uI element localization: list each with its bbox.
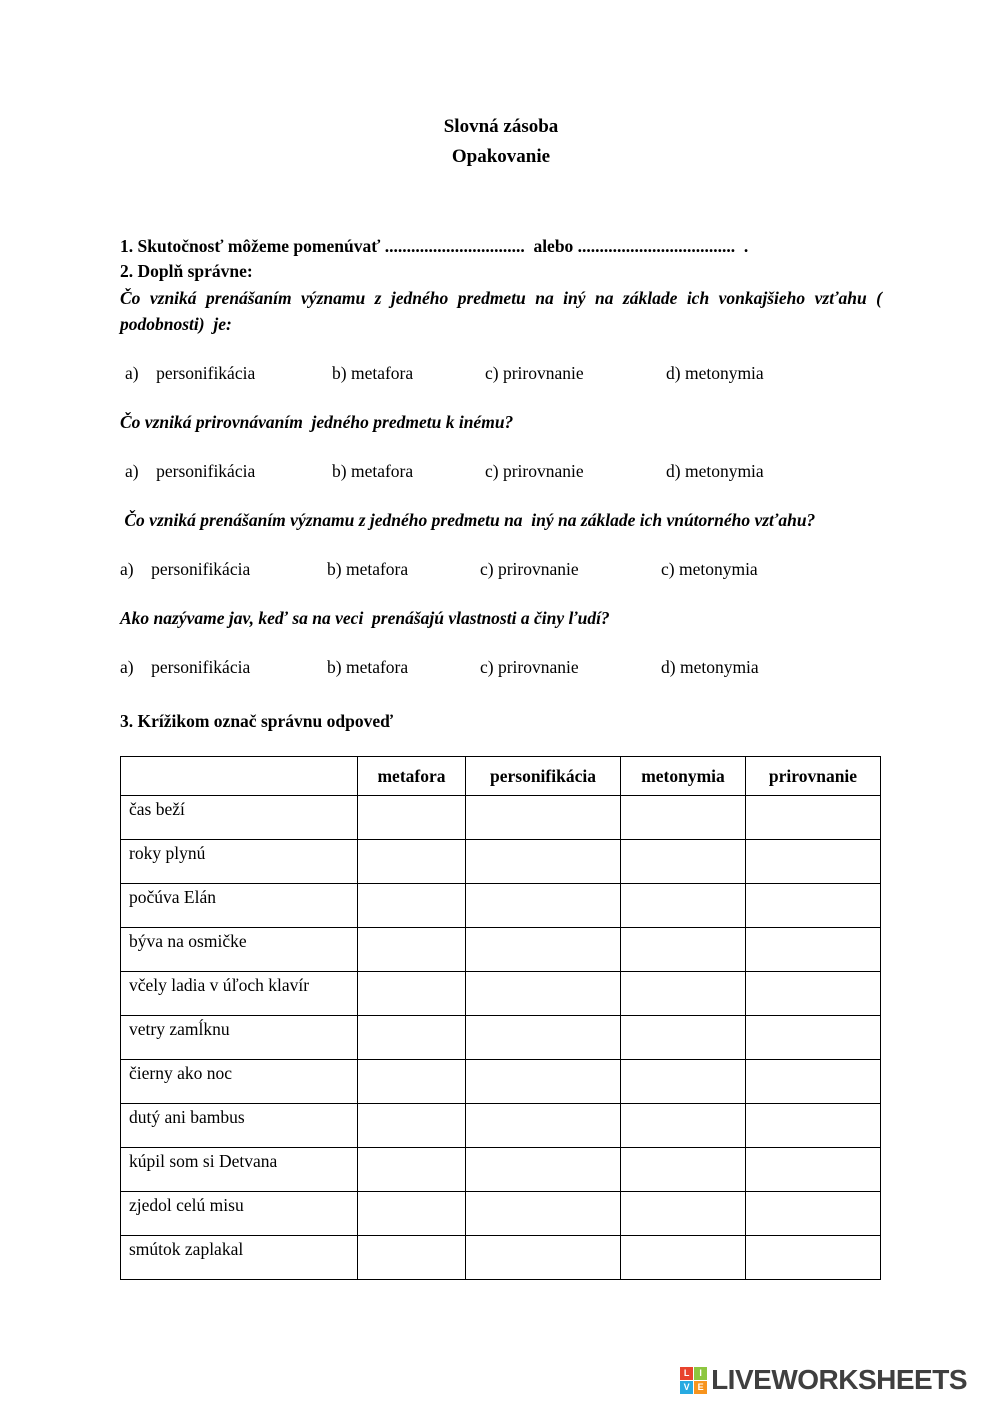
table-row	[121, 1060, 881, 1104]
question-2c-prompt: Čo vzniká prenášaním významu z jedného predmetu na iný na základe ich vnútorného vzťahu?	[120, 510, 816, 530]
option-a[interactable]: a) personifikácia	[120, 657, 251, 677]
question-2-header: 2. Doplň správne:	[120, 261, 253, 281]
answer-cell[interactable]	[621, 1016, 746, 1060]
option-c[interactable]: c) prirovnanie	[485, 363, 584, 383]
answer-cell[interactable]	[466, 928, 621, 972]
answer-cell[interactable]	[621, 1060, 746, 1104]
table-row	[121, 1148, 881, 1192]
table-row	[121, 1104, 881, 1148]
table-row	[121, 928, 881, 972]
table-row-label: zjedol celú misu	[121, 1192, 358, 1236]
answer-cell[interactable]	[358, 928, 466, 972]
answer-cell[interactable]	[621, 1104, 746, 1148]
liveworksheets-wordmark: LIVEWORKSHEETS	[711, 1364, 967, 1395]
answer-cell[interactable]	[466, 1060, 621, 1104]
option-a[interactable]: a) personifikácia	[120, 559, 251, 579]
answer-cell[interactable]	[746, 972, 881, 1016]
question-3-header: 3. Krížikom označ správnu odpoveď	[120, 711, 393, 731]
options-row-2d	[120, 655, 882, 679]
answer-cell[interactable]	[746, 884, 881, 928]
answer-cell[interactable]	[466, 884, 621, 928]
answer-cell[interactable]	[358, 1192, 466, 1236]
answer-cell[interactable]	[466, 796, 621, 840]
question-1: 1. Skutočnosť môžeme pomenúvať ................................ alebo .................................... .	[120, 236, 749, 256]
table-row-label: včely ladia v úľoch klavír	[121, 972, 358, 1016]
option-b[interactable]: b) metafora	[327, 657, 409, 677]
option-d[interactable]: d) metonymia	[666, 363, 764, 383]
answer-cell[interactable]	[358, 796, 466, 840]
option-b[interactable]: b) metafora	[332, 363, 414, 383]
answer-cell[interactable]	[358, 1104, 466, 1148]
answer-cell[interactable]	[466, 1236, 621, 1280]
liveworksheets-logo-icon	[680, 1367, 707, 1394]
option-d[interactable]: d) metonymia	[666, 461, 764, 481]
table-header-metonymia: metonymia	[621, 757, 746, 796]
option-c[interactable]: c) prirovnanie	[485, 461, 584, 481]
option-b[interactable]: b) metafora	[332, 461, 414, 481]
answer-cell[interactable]	[358, 884, 466, 928]
option-c[interactable]: c) prirovnanie	[480, 657, 579, 677]
table-row-label: kúpil som si Detvana	[121, 1148, 358, 1192]
title-line-1: Slovná zásoba	[443, 116, 559, 137]
question-2a-prompt: Čo vzniká prenášaním významu z jedného predmetu na iný na základe ich vonkajšieho vzťahu ( podobnosti) je:	[120, 288, 887, 334]
answer-cell[interactable]	[358, 972, 466, 1016]
table-row-label: býva na osmičke	[121, 928, 358, 972]
answer-cell[interactable]	[746, 796, 881, 840]
answer-table	[120, 756, 881, 1280]
answer-cell[interactable]	[746, 1236, 881, 1280]
table-row	[121, 796, 881, 840]
answer-cell[interactable]	[621, 1192, 746, 1236]
option-a[interactable]: a) personifikácia	[125, 363, 256, 383]
answer-cell[interactable]	[621, 1236, 746, 1280]
answer-cell[interactable]	[621, 1148, 746, 1192]
option-d[interactable]: c) metonymia	[661, 559, 758, 579]
answer-cell[interactable]	[358, 840, 466, 884]
answer-cell[interactable]	[746, 840, 881, 884]
option-a[interactable]: a) personifikácia	[125, 461, 256, 481]
table-row-label: počúva Elán	[121, 884, 358, 928]
answer-cell[interactable]	[358, 1148, 466, 1192]
answer-cell[interactable]	[466, 972, 621, 1016]
table-row-label: čierny ako noc	[121, 1060, 358, 1104]
table-header-metafora: metafora	[358, 757, 466, 796]
table-row	[121, 884, 881, 928]
answer-cell[interactable]	[621, 884, 746, 928]
answer-cell[interactable]	[358, 1060, 466, 1104]
answer-cell[interactable]	[621, 796, 746, 840]
answer-cell[interactable]	[746, 1060, 881, 1104]
answer-cell[interactable]	[466, 1104, 621, 1148]
answer-cell[interactable]	[466, 1148, 621, 1192]
options-row-2b	[120, 459, 882, 483]
table-row	[121, 972, 881, 1016]
table-row-label: dutý ani bambus	[121, 1104, 358, 1148]
answer-cell[interactable]	[358, 1236, 466, 1280]
question-2b-prompt: Čo vzniká prirovnávaním jedného predmetu k inému?	[120, 412, 514, 432]
table-row	[121, 1192, 881, 1236]
answer-cell[interactable]	[466, 1016, 621, 1060]
answer-cell[interactable]	[746, 928, 881, 972]
liveworksheets-footer	[680, 1364, 967, 1396]
table-row-label: vetry zamĺknu	[121, 1016, 358, 1060]
table-row-label: čas beží	[121, 796, 358, 840]
logo-square-v: V	[680, 1381, 693, 1394]
option-d[interactable]: d) metonymia	[661, 657, 759, 677]
answer-cell[interactable]	[746, 1016, 881, 1060]
options-row-2c	[120, 557, 882, 581]
logo-square-i: I	[694, 1367, 707, 1380]
table-row	[121, 1236, 881, 1280]
answer-cell[interactable]	[746, 1104, 881, 1148]
answer-cell[interactable]	[746, 1148, 881, 1192]
table-row-label: smútok zaplakal	[121, 1236, 358, 1280]
answer-cell[interactable]	[466, 840, 621, 884]
answer-cell[interactable]	[621, 928, 746, 972]
table-row	[121, 1016, 881, 1060]
table-row	[121, 840, 881, 884]
title-line-2: Opakovanie	[451, 146, 551, 167]
question-2d-prompt: Ako nazývame jav, keď sa na veci prenášajú vlastnosti a činy ľudí?	[120, 608, 610, 628]
answer-cell[interactable]	[358, 1016, 466, 1060]
answer-cell[interactable]	[621, 972, 746, 1016]
table-header-empty	[121, 757, 358, 796]
worksheet-content	[120, 0, 887, 1280]
logo-square-l: L	[680, 1367, 693, 1380]
logo-square-e: E	[694, 1381, 707, 1394]
table-header-row	[121, 757, 881, 796]
option-c[interactable]: c) prirovnanie	[480, 559, 579, 579]
table-row-label: roky plynú	[121, 840, 358, 884]
options-row-2a	[120, 361, 882, 385]
answer-cell[interactable]	[466, 1192, 621, 1236]
option-b[interactable]: b) metafora	[327, 559, 409, 579]
table-header-personifikacia: personifikácia	[466, 757, 621, 796]
page-title	[120, 0, 882, 172]
answer-cell[interactable]	[746, 1192, 881, 1236]
table-header-prirovnanie: prirovnanie	[746, 757, 881, 796]
answer-cell[interactable]	[621, 840, 746, 884]
